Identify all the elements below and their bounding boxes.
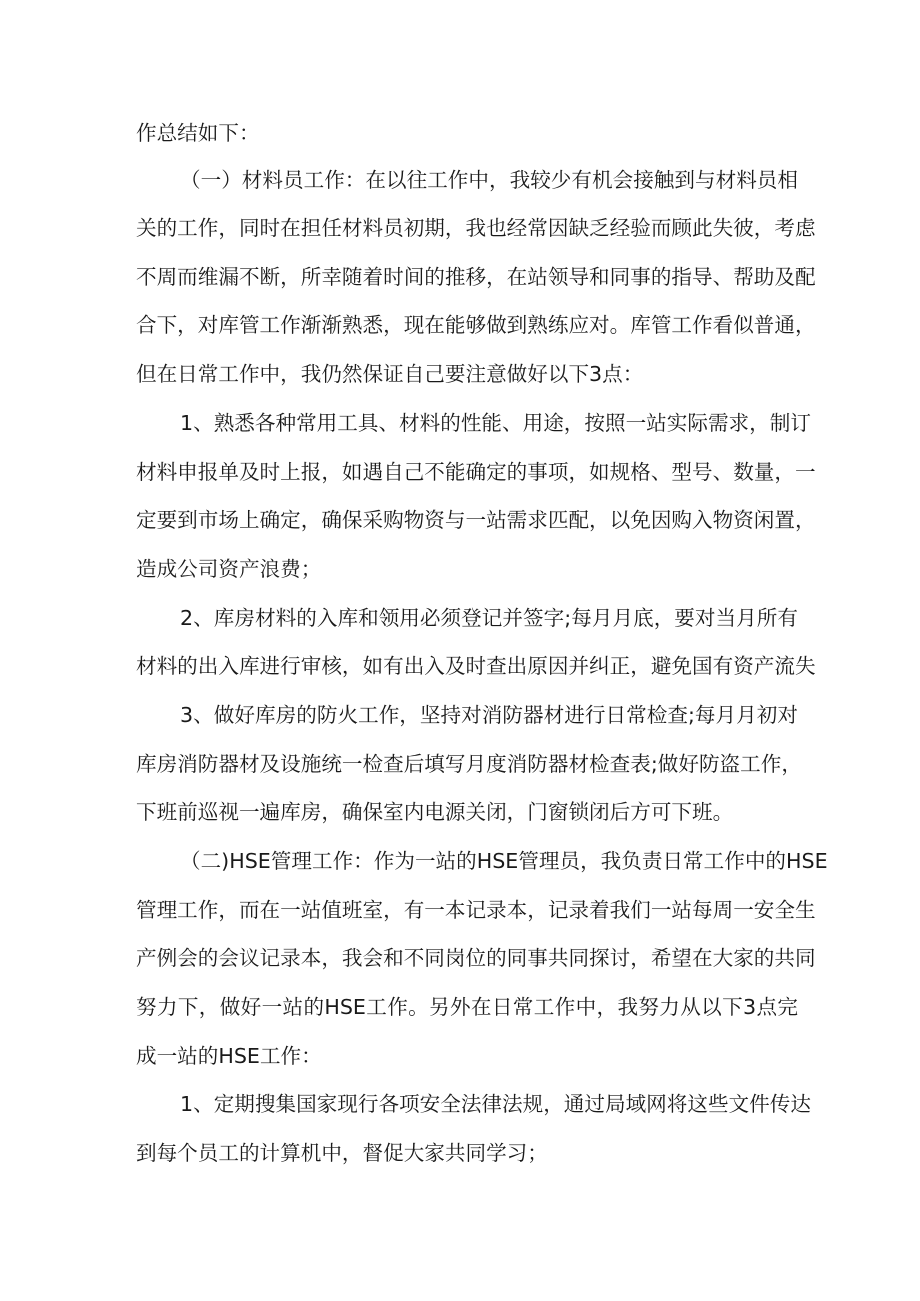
text-line: 关的工作，同时在担任材料员初期，我也经常因缺乏经验而顾此失彼，考虑 xyxy=(136,216,816,240)
text-line: 不周而维漏不断，所幸随着时间的推移，在站领导和同事的指导、帮助及配 xyxy=(136,265,816,289)
text-line: 定要到市场上确定，确保采购物资与一站需求匹配，以免因购入物资闲置， xyxy=(136,508,816,532)
text-line: 到每个员工的计算机中，督促大家共同学习； xyxy=(136,1141,548,1165)
text-line: 材料的出入库进行审核，如有出入及时查出原因并纠正，避免国有资产流失 xyxy=(136,654,816,678)
text-line: 2、库房材料的入库和领用必须登记并签字;每月月底，要对当月所有 xyxy=(180,606,798,630)
text-line: 3、做好库房的防火工作，坚持对消防器材进行日常检查;每月月初对 xyxy=(180,703,798,727)
text-line: 成一站的HSE工作： xyxy=(136,1044,322,1068)
text-line: 下班前巡视一遍库房，确保室内电源关闭，门窗锁闭后方可下班。 xyxy=(136,800,734,824)
text-line: 库房消防器材及设施统一检查后填写月度消防器材检查表;做好防盗工作， xyxy=(136,752,802,776)
text-line: （一）材料员工作：在以往工作中，我较少有机会接触到与材料员相 xyxy=(180,168,798,192)
text-line: 但在日常工作中，我仍然保证自己要注意做好以下3点： xyxy=(136,362,644,386)
text-line: 材料申报单及时上报，如遇自己不能确定的事项，如规格、型号、数量，一 xyxy=(136,460,816,484)
text-line: 管理工作，而在一站值班室，有一本记录本，记录着我们一站每周一安全生 xyxy=(136,898,816,922)
text-line: 作总结如下： xyxy=(136,121,260,145)
text-line: 努力下，做好一站的HSE工作。另外在日常工作中，我努力从以下3点完 xyxy=(136,995,798,1019)
text-line: 合下，对库管工作渐渐熟悉，现在能够做到熟练应对。库管工作看似普通， xyxy=(136,313,816,337)
text-line: 1、定期搜集国家现行各项安全法律法规，通过局域网将这些文件传达 xyxy=(180,1092,811,1116)
text-line: 造成公司资产浪费； xyxy=(136,557,322,581)
text-line: （二)HSE管理工作：作为一站的HSE管理员，我负责日常工作中的HSE xyxy=(180,849,828,873)
text-line: 1、熟悉各种常用工具、材料的性能、用途，按照一站实际需求，制订 xyxy=(180,411,811,435)
text-line: 产例会的会议记录本，我会和不同岗位的同事共同探讨，希望在大家的共同 xyxy=(136,946,816,970)
